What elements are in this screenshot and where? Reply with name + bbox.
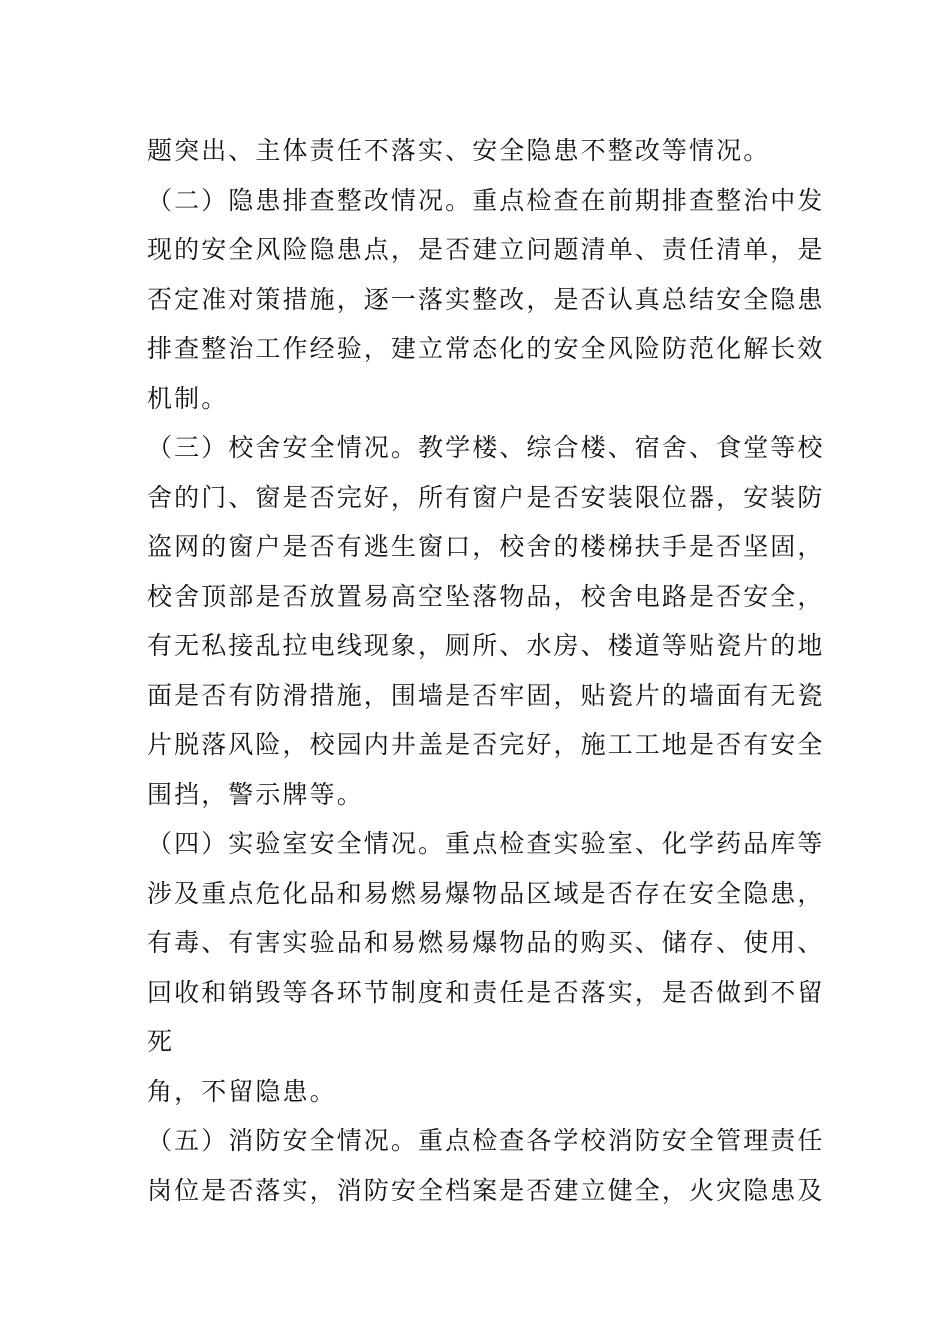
text-line: 机制。 bbox=[147, 383, 229, 413]
text-line: 有毒、有害实验品和易燃易爆物品的购买、储存、使用、 bbox=[147, 928, 825, 957]
text-line: 题突出、主体责任不落实、安全隐患不整改等情况。 bbox=[147, 136, 771, 165]
text-line: （二）隐患排查整改情况。重点检查在前期排查整治中发 bbox=[147, 185, 825, 215]
text-line: 排查整治工作经验，建立常态化的安全风险防范化解长效 bbox=[147, 334, 825, 363]
text-line: 面是否有防滑措施，围墙是否牢固，贴瓷片的墙面有无瓷 bbox=[147, 680, 825, 710]
text-line: 回收和销毁等各环节制度和责任是否落实，是否做到不留 bbox=[147, 977, 825, 1007]
text-line: 角，不留隐患。 bbox=[147, 1076, 337, 1106]
text-line: （五）消防安全情况。重点检查各学校消防安全管理责任 bbox=[147, 1126, 825, 1155]
text-line: 岗位是否落实，消防安全档案是否建立健全，火灾隐患及 bbox=[147, 1175, 825, 1205]
text-line: 否定准对策措施，逐一落实整改，是否认真总结安全隐患 bbox=[147, 284, 825, 314]
text-line: 片脱落风险，校园内井盖是否完好，施工工地是否有安全 bbox=[147, 730, 825, 759]
text-line: （三）校舍安全情况。教学楼、综合楼、宿舍、食堂等校 bbox=[147, 433, 825, 462]
text-line: 盗网的窗户是否有逃生窗口，校舍的楼梯扶手是否坚固， bbox=[147, 532, 825, 561]
text-line: 死 bbox=[147, 1027, 175, 1056]
text-line: 有无私接乱拉电线现象，厕所、水房、楼道等贴瓷片的地 bbox=[147, 631, 825, 660]
text-line: 涉及重点危化品和易燃易爆物品区域是否存在安全隐患， bbox=[147, 878, 825, 908]
document-body bbox=[147, 126, 825, 1215]
text-line: 现的安全风险隐患点，是否建立问题清单、责任清单，是 bbox=[147, 235, 825, 264]
text-line: 舍的门、窗是否完好，所有窗户是否安装限位器，安装防 bbox=[147, 482, 825, 512]
text-line: （四）实验室安全情况。重点检查实验室、化学药品库等 bbox=[147, 829, 825, 858]
text-line: 围挡，警示牌等。 bbox=[147, 779, 364, 809]
text-line: 校舍顶部是否放置易高空坠落物品，校舍电路是否安全， bbox=[147, 581, 825, 611]
